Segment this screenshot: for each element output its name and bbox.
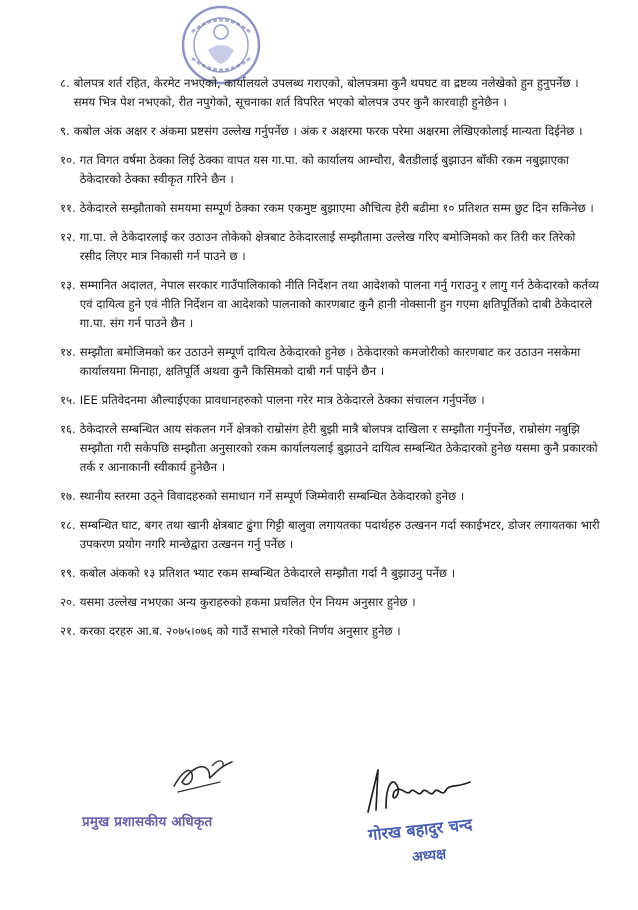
clause-number: १८. [60,518,76,532]
clause-item [60,343,600,381]
clause-number: १३. [60,278,76,292]
clause-text: गा.पा. ले ठेकेदारलाई कर उठाउन तोकेको क्षेत्रबाट ठेकेदारलाई सम्झौतामा उल्लेख गरिए बमोजिमको कर तिरी कर तिरेको रसीद लिएर मात्र निकासी गर्न पाउने छ । [79,230,576,263]
clause-number: ११. [60,201,76,215]
clause-text: कबोल अंकको १३ प्रतिशत भ्याट रकम सम्बन्धित ठेकेदारले सम्झौता गर्दा नै बुझाउनु पर्नेछ । [79,566,456,580]
clause-item [60,276,600,333]
clause-number: १६. [60,422,76,436]
clause-number: ८. [60,76,70,90]
clause-item [60,228,600,266]
clause-item [60,516,600,554]
clause-number: १२. [60,230,76,244]
clause-text: IEE प्रतिवेदनमा औल्याईएका प्रावधानहरुको पालना गरेर मात्र ठेकेदारले ठेक्का संचालन गर्नुपर्नेछ । [79,393,485,407]
clause-item [60,420,600,477]
clause-text: करका दरहरु आ.ब. २०७५।०७६ को गाउँ सभाले गरेको निर्णय अनुसार हुनेछ । [79,624,401,638]
clause-number: ९. [60,124,70,138]
clause-text: सम्झौता बमोजिमको कर उठाउने सम्पूर्ण दायित्व ठेकेदारको हुनेछ । ठेकेदारको कमजोरीको कारणबाट कर उठाउन नसकेमा कार्यालयमा मिनाहा, क्षतिपूर्ति अथवा कुनै किसिमको दाबी गर्न पाईने छैन । [79,345,581,378]
clause-number: २१. [60,624,76,638]
clause-item [60,622,600,641]
clause-item [60,74,600,112]
clause-text: सम्बन्धित घाट, बगर तथा खानी क्षेत्रबाट ढुंगा गिट्टी बालुवा लगायतका पदार्थहरु उत्खनन गर्दा स्काईभटर, डोजर लगायतका भारी उपकरण प्रयोग नगरि मान्छेद्वारा उत्खनन गर्नु पर्नेछ । [79,518,600,551]
signatory-right-name: गोरख बहादुर चन्द [367,814,474,845]
clause-text: बोलपत्र शर्त रहित, केरमेट नभएको, कार्यालयले उपलब्ध गराएको, बोलपत्रमा कुनै थपघट वा द्रष्टव्य नलेखेको हुन हुनुपर्नेछ । समय भित्र पेश नभएको, रीत नपुगेको, सूचनाका शर्त विपरित भएको बोलपत्र उपर कुनै कारवाही हुनेछैन । [73,76,579,109]
name-stamp [356,812,534,874]
clause-text: स्थानीय स्तरमा उठ्ने विवादहरुको समाधान गर्ने सम्पूर्ण जिम्मेवारी सम्बन्धित ठेकेदारको हुनेछ । [79,489,465,503]
clause-item [60,564,600,583]
clause-item [60,199,600,218]
clause-item [60,593,600,612]
signatory-right-role: अध्यक्ष [411,846,447,866]
clause-list [60,74,600,641]
clause-item [60,122,600,141]
clause-number: १४. [60,345,76,359]
clause-text: ठेकेदारले सम्झौताको समयमा सम्पूर्ण ठेक्का रकम एकमुष्ट बुझाएमा औचित्य हेरी बढीमा १० प्रतिशत सम्म छुट दिन सकिनेछ । [79,201,594,215]
signature-left [168,752,238,796]
clause-item [60,391,600,410]
clause-number: १९. [60,566,76,580]
clause-item [60,487,600,506]
clause-text: यसमा उल्लेख नभएका अन्य कुराहरुको हकमा प्रचलित ऐन नियम अनुसार हुनेछ । [79,595,416,609]
clause-number: १७. [60,489,76,503]
clause-text: कबोल अंक अक्षर र अंकमा प्रष्टसंग उल्लेख गर्नुपर्नेछ । अंक र अक्षरमा फरक परेमा अक्षरमा लेखिएकोलाई मान्यता दिईनेछ । [73,124,583,138]
clause-text: गत विगत वर्षमा ठेक्का लिई ठेक्का वापत यस गा.पा. को कार्यालय आम्चौरा, बैतडीलाई बुझाउन बाँकी रकम नबुझाएका ठेकेदारको ठेक्का स्वीकृत गरिने छैन । [79,153,569,186]
clause-number: १५. [60,393,76,407]
clause-item [60,151,600,189]
clause-text: सम्मानित अदालत, नेपाल सरकार गाउँपालिकाको नीति निर्देशन तथा आदेशको पालना गर्नु गराउनु र लागु गर्न ठेकेदारको कर्तव्य एवं दायित्व हुने एवं नीति निर्देशन वा आदेशको पालनाको कारणबाट कुनै हानी नोक्सानी हुन गएमा क्षतिपूर्तिको दाबी ठेकेदारले गा.पा. संग गर्न पाउने छैन । [79,278,599,330]
clause-number: १०. [60,153,76,167]
clause-text: ठेकेदारले सम्बन्धित आय संकलन गर्ने क्षेत्रको राम्रोसंग हेरी बुझी मात्रै बोलपत्र दाखिला र सम्झौता गर्नुपर्नेछ, राम्रोसंग नबुझि सम्झौता गरी सकेपछि सम्झौता अनुसारको रकम कार्यालयलाई बुझाउने दायित्व सम्बन्धित ठेकेदारको हुनेछ यसमा कुनै प्रकारको तर्क र आनाकानी स्वीकार्य हुनेछैन । [79,422,598,474]
signatory-left-title: प्रमुख प्रशासकीय अधिकृत [82,814,213,830]
clause-number: २०. [60,595,76,609]
